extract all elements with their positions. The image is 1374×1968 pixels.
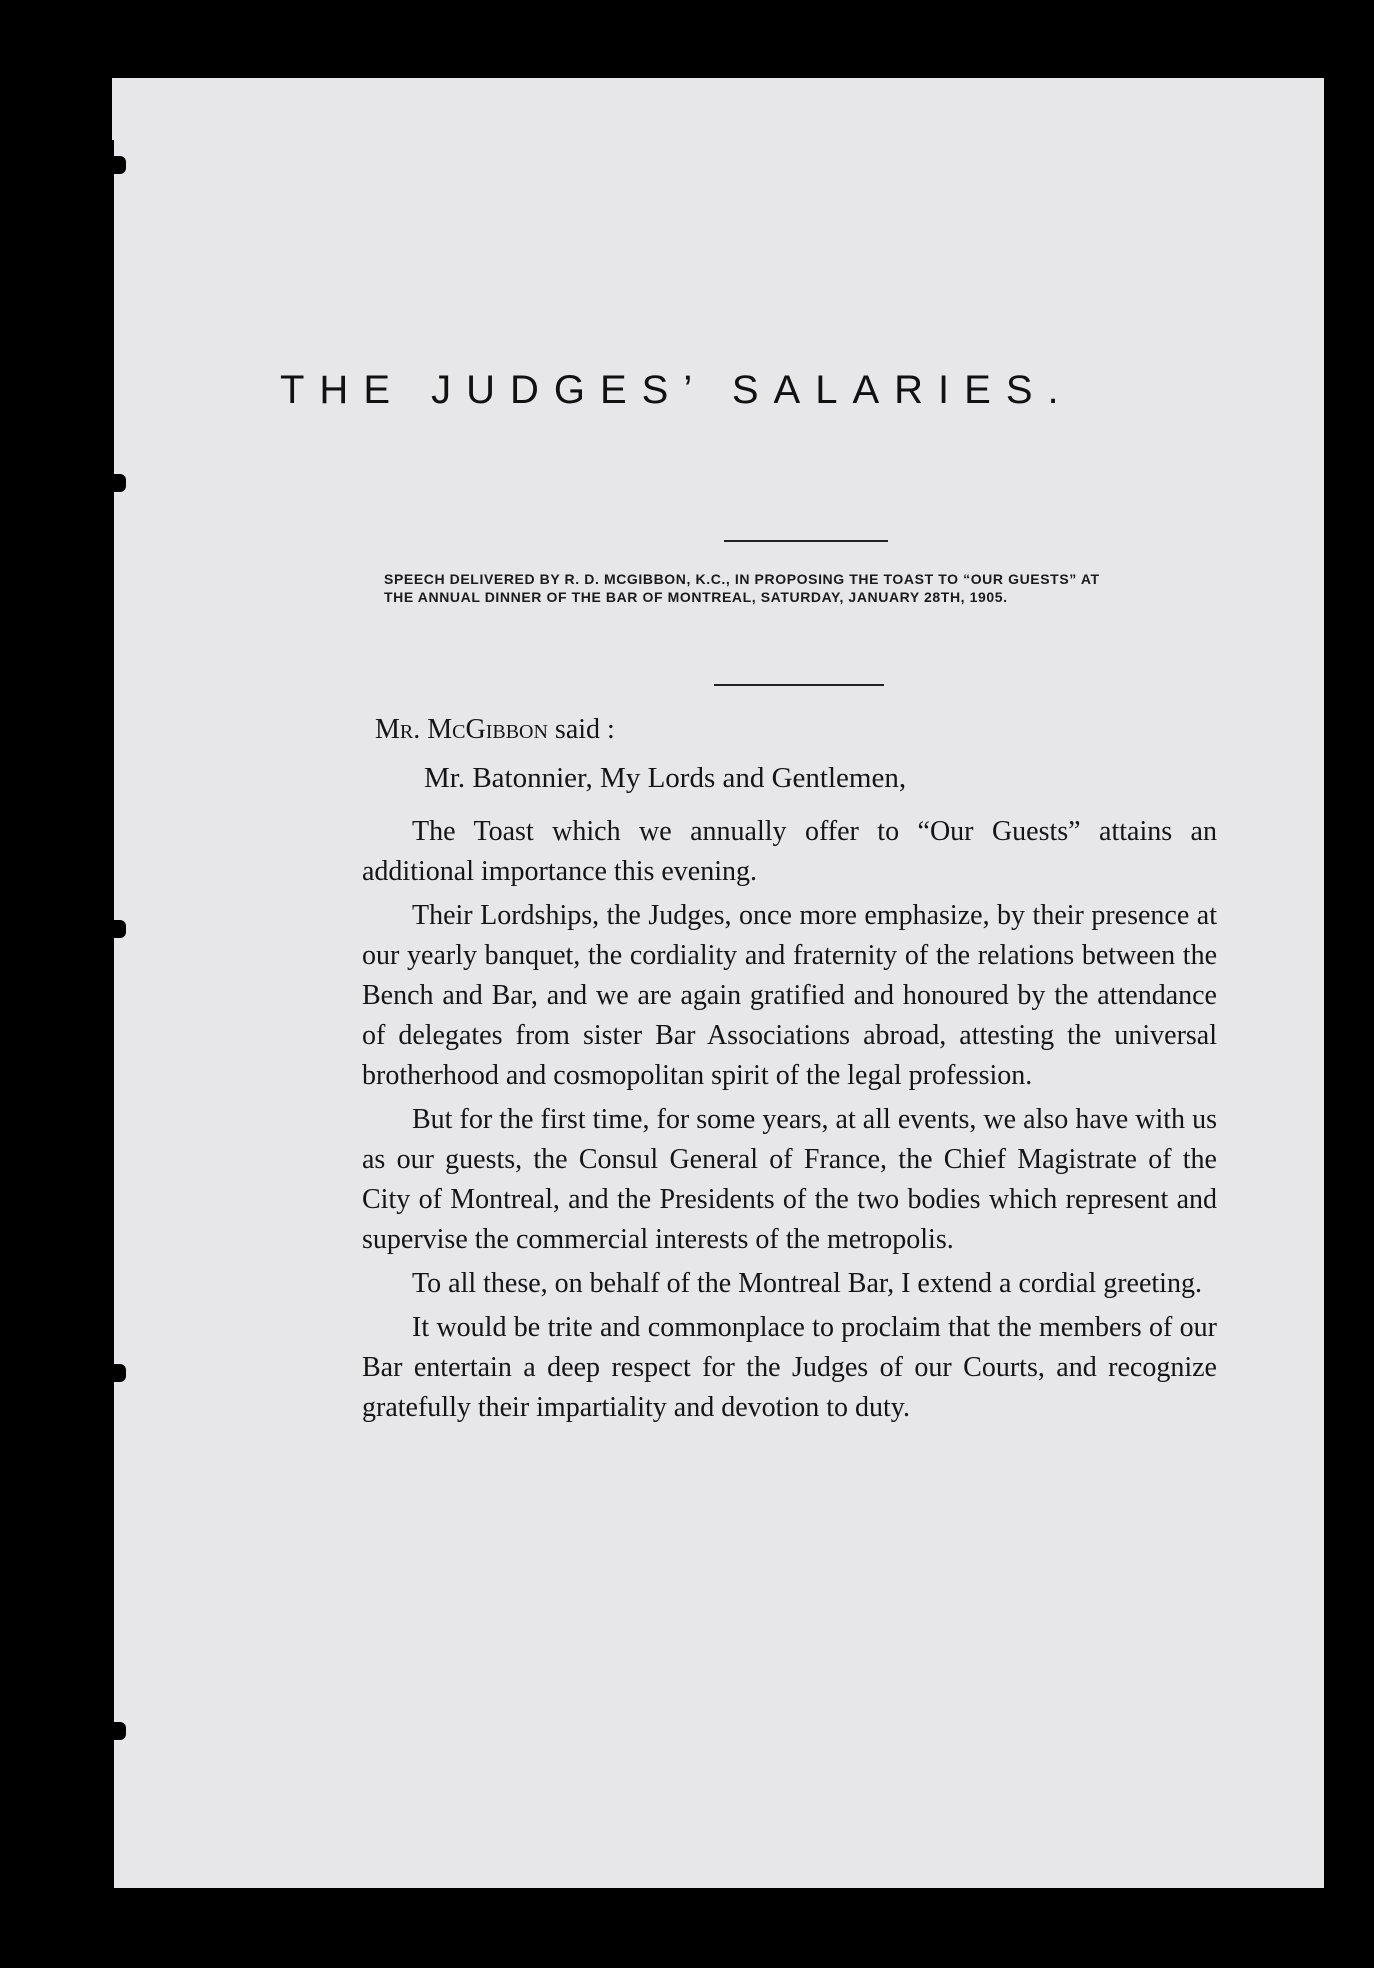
speech-subtitle: SPEECH DELIVERED BY R. D. MCGIBBON, K.C., IN PROPOSING THE TOAST TO “OUR GUESTS” AT THE ANNUAL DINNER OF THE BAR OF MONTREAL, SATURDAY, JANUARY 28TH, 1905. (384, 571, 1100, 605)
binding-stitch (96, 1722, 126, 1740)
paragraph: But for the first time, for some years, at all events, we also have with us as our guests, the Consul General of France, the Chief Magistrate of the City of Montreal, and the Presidents of the two bodies which represent and supervise the commercial interests of the metropolis. (362, 1104, 1217, 1255)
paragraph: The Toast which we annually offer to “Our Guests” attains an additional importance this evening. (362, 816, 1217, 887)
paragraph: It would be trite and commonplace to proclaim that the members of our Bar entertain a deep respect for the Judges of our Courts, and recognize gratefully their impartiality and devotion to duty. (362, 1312, 1217, 1423)
paragraph: To all these, on behalf of the Montreal Bar, I extend a cordial greeting. (412, 1268, 1202, 1299)
subtitle-divider (714, 684, 884, 686)
title-divider (724, 540, 888, 542)
binding-stitch (96, 156, 126, 174)
binding-stitch (96, 474, 126, 492)
speaker-verb: said : (547, 714, 615, 745)
binding-stitch (96, 1364, 126, 1382)
binding-edge (110, 140, 114, 1900)
speaker-name: Mr. McGibbon (375, 714, 548, 745)
speaker-line (375, 714, 615, 746)
paragraph: Their Lordships, the Judges, once more emphasize, by their presence at our yearly banquet, the cordiality and fraternity of the relations between the Bench and Bar, and we are again gratified and honoured by the attendance of delegates from sister Bar Associations abroad, attesting the universal brotherhood and cosmopolitan spirit of the legal profession. (362, 900, 1217, 1091)
salutation: Mr. Batonnier, My Lords and Gentlemen, (424, 762, 907, 794)
binding-stitch (96, 920, 126, 938)
page-title: THE JUDGES’ SALARIES. (280, 368, 1074, 412)
speech-body (362, 812, 1217, 1432)
